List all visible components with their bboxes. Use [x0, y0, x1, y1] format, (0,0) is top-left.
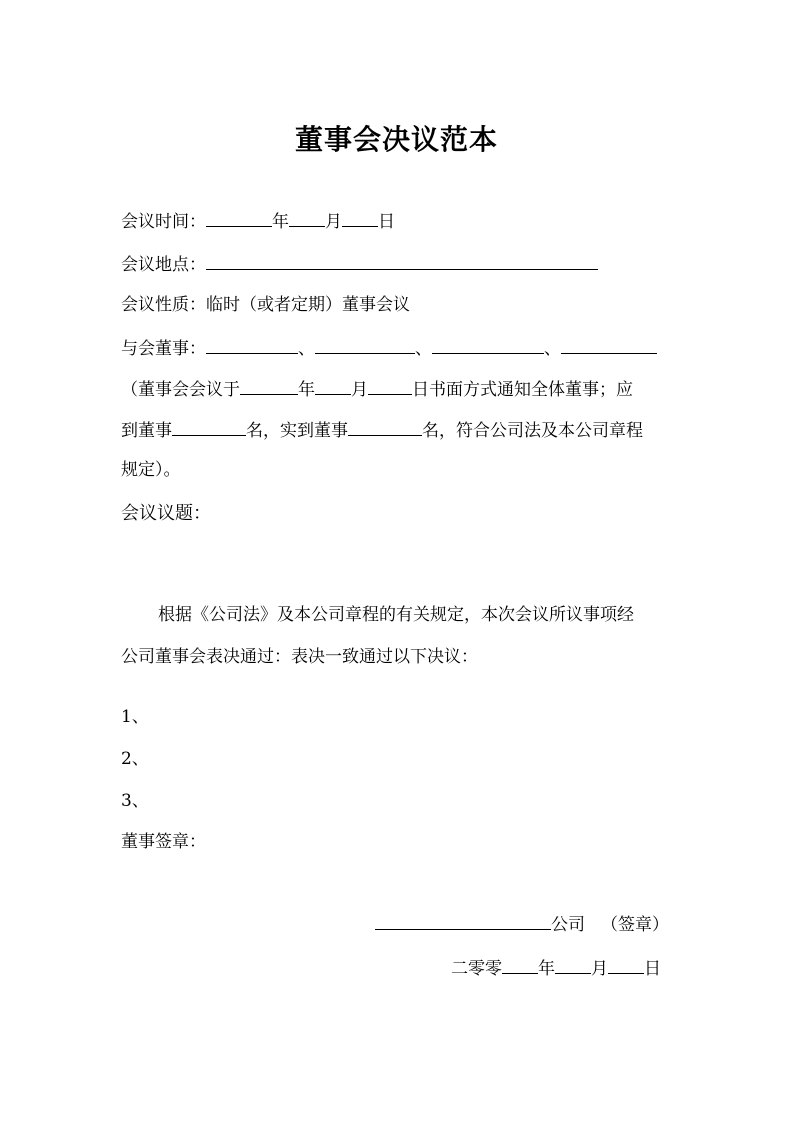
company-name-blank[interactable]	[375, 911, 551, 930]
footer-year-label: 年	[538, 959, 555, 979]
resolution-line-1: 根据《公司法》及本公司章程的有关规定，本次会议所议事项经	[158, 605, 634, 625]
required-directors-blank[interactable]	[172, 417, 246, 436]
meeting-place-blank[interactable]	[206, 251, 598, 270]
signature-label: 董事签章：	[121, 832, 206, 852]
footer-day-label: 日	[644, 959, 661, 979]
footer-month-label: 月	[591, 959, 608, 979]
day-blank[interactable]	[342, 208, 378, 227]
seal-label: （签章）	[601, 915, 669, 935]
footer-date-line	[451, 955, 661, 981]
year-blank[interactable]	[206, 208, 272, 227]
attending-directors-line	[121, 335, 657, 361]
meeting-place-label: 会议地点：	[121, 255, 206, 275]
meeting-time-label: 会议时间：	[121, 212, 206, 232]
item-1: 1、	[121, 707, 149, 727]
topic-label: 会议议题：	[121, 503, 211, 524]
notice-text: 名，实到董事	[246, 421, 348, 441]
notice-day-blank[interactable]	[368, 376, 412, 395]
month-blank[interactable]	[289, 208, 325, 227]
notice-text: 日书面方式通知全体董事；应	[412, 380, 633, 400]
notice-line-2	[121, 417, 643, 443]
attending-directors-label: 与会董事：	[121, 339, 206, 359]
separator: 、	[415, 339, 432, 359]
director-blank-1[interactable]	[206, 335, 298, 354]
meeting-time-line	[121, 208, 395, 234]
resolution-line-2: 公司董事会表决通过：表决一致通过以下决议：	[121, 647, 478, 667]
notice-line-1	[121, 376, 633, 402]
notice-line-3: 规定）。	[121, 460, 181, 480]
director-blank-2[interactable]	[315, 335, 415, 354]
director-blank-3[interactable]	[432, 335, 544, 354]
notice-text: （董事会会议于	[121, 380, 240, 400]
separator: 、	[298, 339, 315, 359]
notice-month-label: 月	[351, 380, 368, 400]
notice-text: 名，符合公司法及本公司章程	[422, 421, 643, 441]
notice-year-blank[interactable]	[240, 376, 298, 395]
day-label: 日	[378, 212, 395, 232]
director-blank-4[interactable]	[561, 335, 657, 354]
separator: 、	[544, 339, 561, 359]
year-label: 年	[272, 212, 289, 232]
month-label: 月	[325, 212, 342, 232]
document-title: 董事会决议范本	[294, 123, 498, 156]
footer-day-blank[interactable]	[608, 955, 644, 974]
item-2: 2、	[121, 749, 149, 769]
meeting-nature-line: 会议性质：临时（或者定期）董事会议	[121, 295, 410, 315]
notice-text: 到董事	[121, 421, 172, 441]
notice-month-blank[interactable]	[315, 376, 351, 395]
company-label: 公司	[551, 915, 585, 935]
company-seal-line	[375, 911, 669, 937]
footer-month-blank[interactable]	[555, 955, 591, 974]
meeting-place-line	[121, 251, 598, 277]
footer-year-blank[interactable]	[502, 955, 538, 974]
footer-date-prefix: 二零零	[451, 959, 502, 979]
present-directors-blank[interactable]	[348, 417, 422, 436]
item-3: 3、	[121, 791, 149, 811]
notice-year-label: 年	[298, 380, 315, 400]
